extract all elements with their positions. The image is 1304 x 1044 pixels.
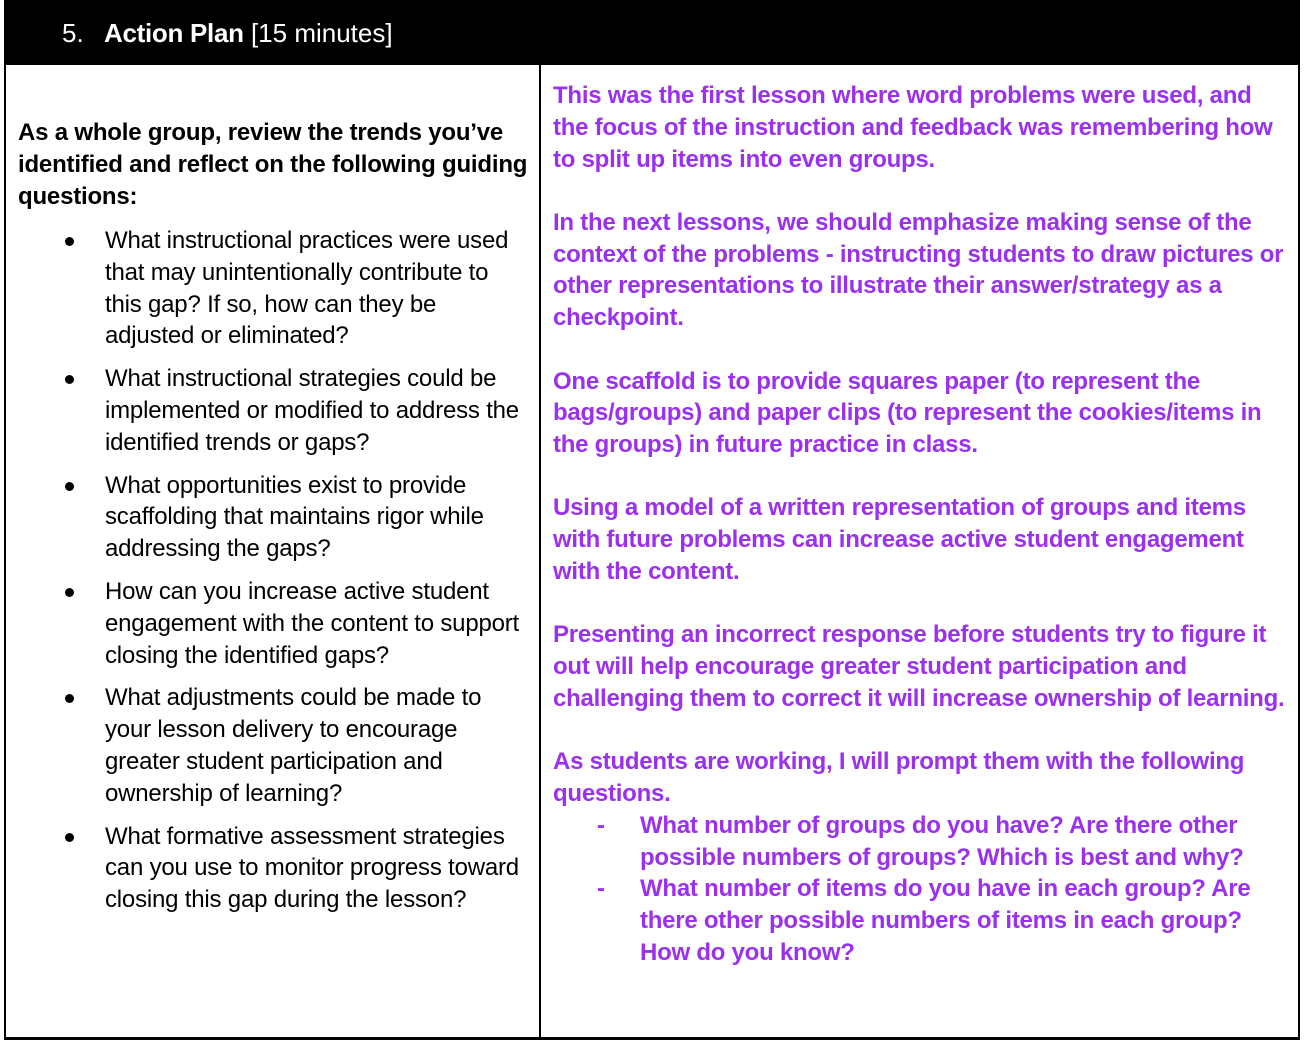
section-duration: [15 minutes] xyxy=(250,18,393,48)
guiding-question: What instructional practices were used that may unintentionally contribute to this gap? If so, how can they be adjusted or eliminated? xyxy=(18,225,528,352)
bullet-icon xyxy=(65,694,74,703)
guiding-question: What formative assessment strategies can you use to monitor progress toward closing this gap during the lesson? xyxy=(18,821,528,916)
response-paragraph: One scaffold is to provide squares paper (to represent the bags/groups) and paper clips (to represent the cookies/items in the groups) in future practice in class. xyxy=(553,367,1262,459)
section-title: Action Plan xyxy=(104,18,244,48)
response-paragraph: Presenting an incorrect response before students try to figure it out will help encourage greater student participation and challenging them to correct it will increase ownership of learning. xyxy=(553,621,1285,712)
guiding-question: What instructional strategies could be implemented or modified to address the identified trends or gaps? xyxy=(18,363,528,458)
response-paragraph: As students are working, I will prompt them with the following questions. xyxy=(553,748,1245,808)
guiding-questions-intro: As a whole group, review the trends you’ve identified and reflect on the following guiding questions: xyxy=(18,119,528,210)
dash-marker: - xyxy=(597,811,605,839)
bullet-icon xyxy=(65,375,74,384)
response-paragraph: In the next lessons, we should emphasize making sense of the context of the problems - instructing students to draw pictures or other representations to illustrate their answer/strategy as a checkpoint. xyxy=(553,208,1284,332)
guiding-question: What opportunities exist to provide scaffolding that maintains rigor while addressing the gaps? xyxy=(18,470,528,565)
response-paragraph: This was the first lesson where word problems were used, and the focus of the instruction and feedback was remembering how to split up items into even groups. xyxy=(553,82,1273,173)
response-paragraph: Using a model of a written representation of groups and items with future problems can increase active student engagement with the content. xyxy=(553,494,1246,586)
bullet-icon xyxy=(65,833,74,842)
section-number: 5. xyxy=(62,18,84,48)
prompt-question: - What number of items do you have in each group? Are there other possible numbers of items in each group? How do you know? xyxy=(597,875,1251,967)
bullet-icon xyxy=(65,588,74,597)
prompt-question: - What number of groups do you have? Are there other possible numbers of groups? Which is best and why? xyxy=(597,811,1244,871)
guiding-questions-list xyxy=(18,225,528,916)
dash-marker: - xyxy=(597,875,605,903)
bullet-icon xyxy=(65,237,74,246)
response-cell xyxy=(553,80,1293,969)
bullet-icon xyxy=(65,482,74,491)
guiding-questions-cell xyxy=(18,117,528,927)
prompt-questions-list xyxy=(553,810,1293,969)
guiding-question: How can you increase active student engagement with the content to support closing the identified gaps? xyxy=(18,576,528,671)
guiding-question: What adjustments could be made to your lesson delivery to encourage greater student participation and ownership of learning? xyxy=(18,682,528,809)
section-header xyxy=(6,2,1298,65)
column-divider xyxy=(539,65,541,1037)
action-plan-table xyxy=(4,0,1300,1040)
